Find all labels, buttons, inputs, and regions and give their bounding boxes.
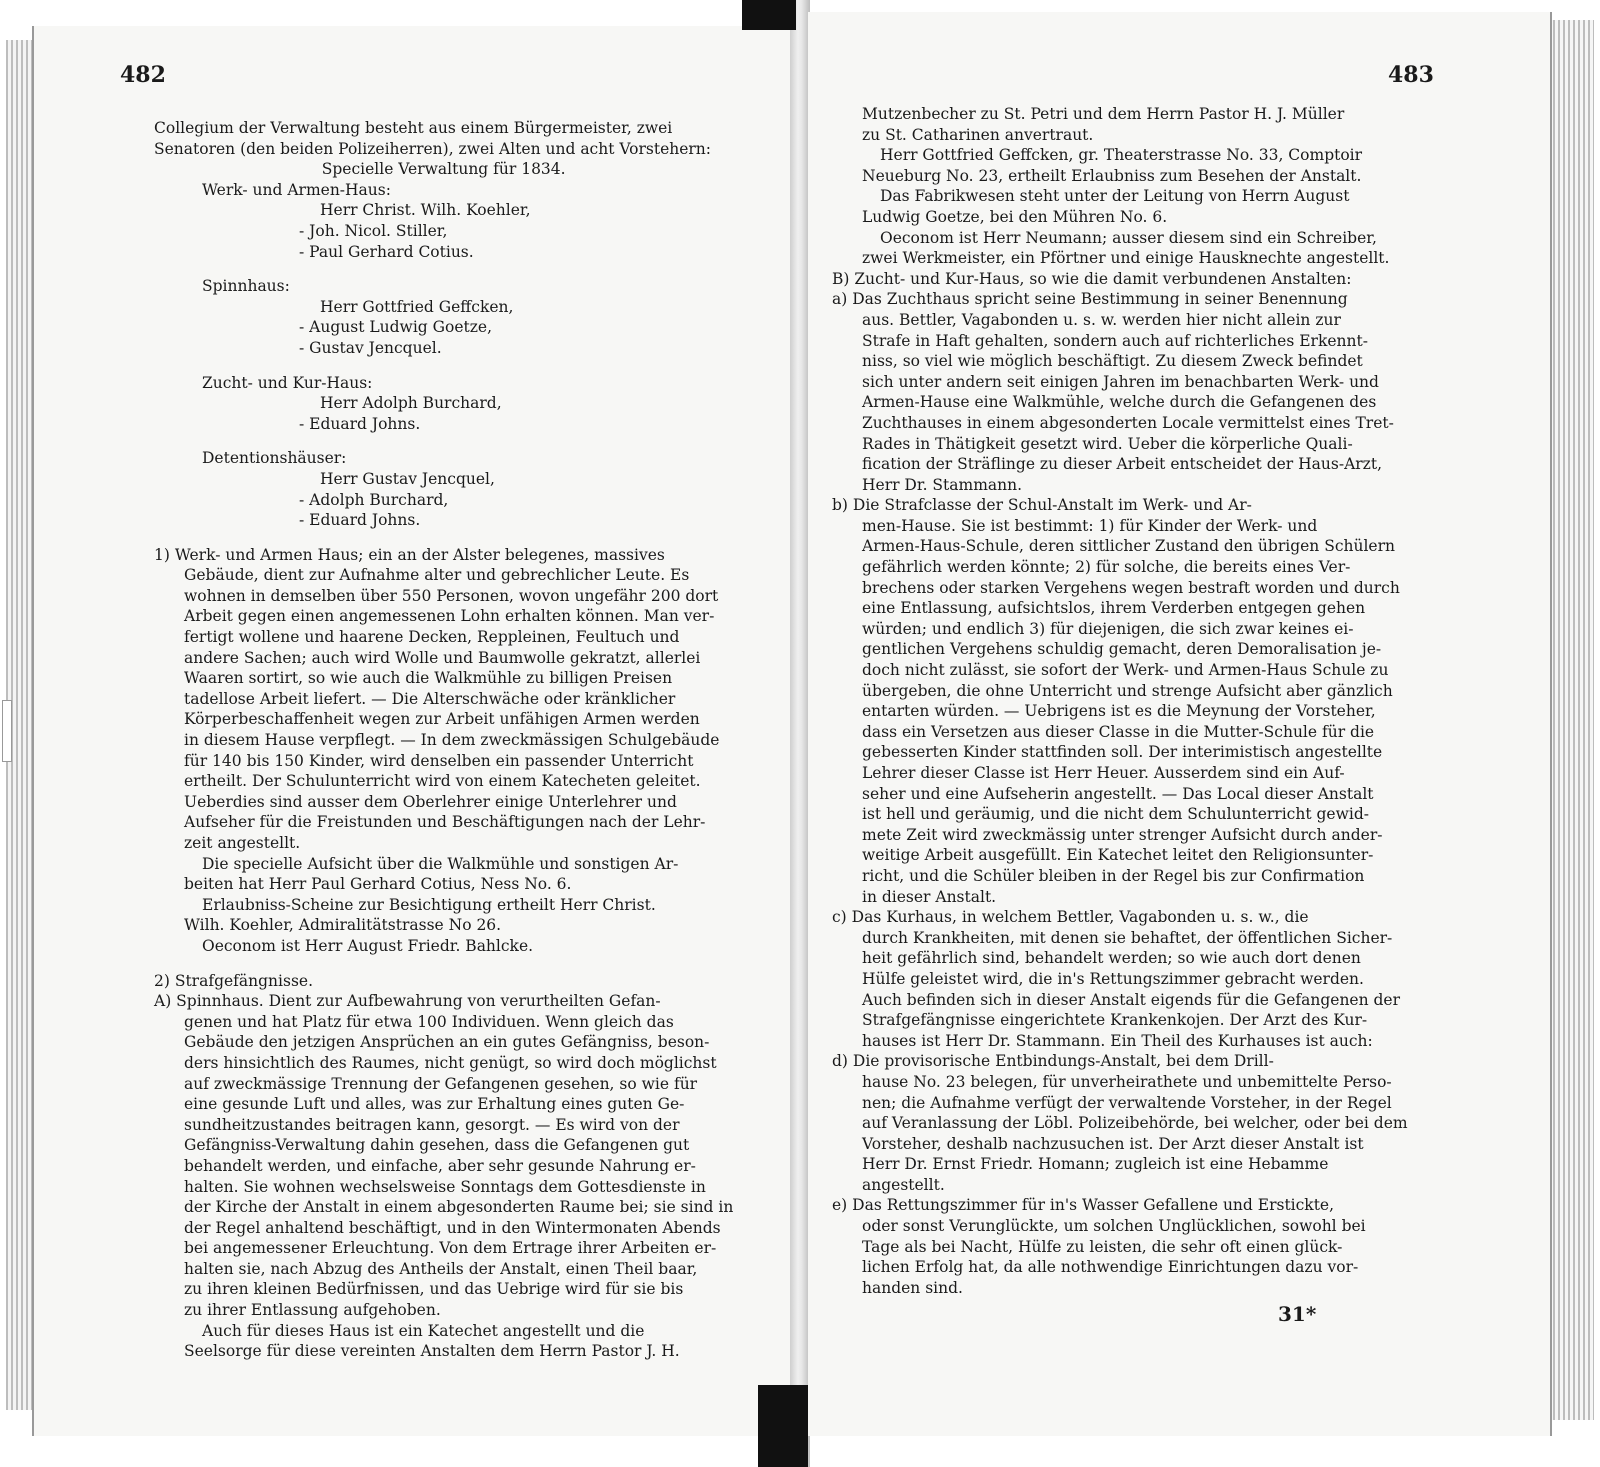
text-line: Vorsteher, deshalb nachzusuchen ist. Der Arzt dieser Anstalt ist <box>862 1134 1364 1153</box>
text-line: richt, und die Schüler bleiben in der Regel bis zur Confirmation <box>862 866 1365 885</box>
text-line: nen; die Aufnahme verfügt der verwaltende Vorsteher, in der Regel <box>862 1093 1392 1112</box>
text-line: zwei Werkmeister, ein Pförtner und einige Hausknechte angestellt. <box>862 249 1390 268</box>
text-line: durch Krankheiten, mit denen sie behaftet, der öffentlichen Sicher- <box>862 928 1393 947</box>
text-line: Armen-Hause eine Walkmühle, welche durch die Gefangenen des <box>862 393 1377 412</box>
text-line: - Paul Gerhard Cotius. <box>299 242 474 261</box>
right-page-text <box>832 104 1408 1298</box>
text-line: mete Zeit wird zweckmässig unter strenger Aufsicht durch ander- <box>862 825 1383 844</box>
text-line: entarten würden. — Uebrigens ist es die Meynung der Vorsteher, <box>862 702 1376 721</box>
text-line: halten sie, nach Abzug des Antheils der Anstalt, einen Theil baar, <box>184 1259 698 1278</box>
text-line: dass ein Versetzen aus dieser Classe in die Mutter-Schule für die <box>862 722 1375 741</box>
text-line: gefährlich werden könnte; 2) für solche, die bereits eines Ver- <box>862 558 1351 577</box>
text-line: Herr Gustav Jencquel, <box>320 469 495 488</box>
text-line: Auch für dieses Haus ist ein Katechet angestellt und die <box>202 1321 645 1340</box>
text-line: eine Entlassung, aufsichtslos, ihrem Verderben entgegen gehen <box>862 599 1366 618</box>
left-page <box>34 26 792 1436</box>
text-line: zu ihren kleinen Bedürfnissen, und das Uebrige wird für sie bis <box>184 1280 684 1299</box>
text-line: Arbeit gegen einen angemessenen Lohn erhalten können. Man ver- <box>184 607 715 626</box>
text-line <box>154 359 733 373</box>
text-line: für 140 bis 150 Kinder, wird denselben ein passender Unterricht <box>184 751 694 770</box>
text-line: Herr Christ. Wilh. Koehler, <box>320 201 531 220</box>
text-line: Hülfe geleistet wird, die in's Rettungszimmer gebracht werden. <box>862 969 1364 988</box>
text-line: Auch befinden sich in dieser Anstalt eigends für die Gefangenen der <box>862 990 1401 1009</box>
text-line: Zucht- und Kur-Haus: <box>202 373 373 392</box>
text-line: Herr Gottfried Geffcken, gr. Theaterstrasse No. 33, Comptoir <box>880 146 1363 165</box>
text-line: Aufseher für die Freistunden und Beschäftigungen nach der Lehr- <box>184 813 706 832</box>
text-line: Rades in Thätigkeit gesetzt wird. Ueber die körperliche Quali- <box>862 434 1353 453</box>
text-line: andere Sachen; auch wird Wolle und Baumwolle gekratzt, allerlei <box>184 648 701 667</box>
text-line: Gefängniss-Verwaltung dahin gesehen, dass die Gefangenen gut <box>184 1136 690 1155</box>
text-line: Senatoren (den beiden Polizeiherren), zwei Alten und acht Vorstehern: <box>154 139 712 158</box>
text-line: handen sind. <box>862 1278 963 1297</box>
text-line: zu ihrer Entlassung aufgehoben. <box>184 1301 441 1320</box>
text-line: Wilh. Koehler, Admiralitätstrasse No 26. <box>184 916 502 935</box>
text-line: ist hell und geräumig, und die nicht dem Schulunterricht gewid- <box>862 805 1369 824</box>
text-line: übergeben, die ohne Unterricht und strenge Aufsicht aber gänzlich <box>862 681 1393 700</box>
text-line <box>154 434 733 448</box>
text-line: niss, so viel wie möglich beschäftigt. Zu diesem Zweck befindet <box>862 352 1363 371</box>
text-line: weitige Arbeit ausgefüllt. Ein Katechet leitet den Religionsunter- <box>862 846 1374 865</box>
page-edges-right <box>1548 20 1594 1420</box>
left-page-text <box>154 118 733 1362</box>
text-line: A) Spinnhaus. Dient zur Aufbewahrung von verurtheilten Gefan- <box>154 992 661 1011</box>
page-number-right: 483 <box>1388 62 1434 88</box>
text-line: Werk- und Armen-Haus: <box>202 180 391 199</box>
text-line: - Eduard Johns. <box>299 414 421 433</box>
text-line: d) Die provisorische Entbindungs-Anstalt, bei dem Drill- <box>832 1052 1274 1071</box>
text-line: in diesem Hause verpflegt. — In dem zweckmässigen Schulgebäude <box>184 731 720 750</box>
text-line: ders hinsichtlich des Raumes, nicht genügt, so wird doch möglichst <box>184 1053 717 1072</box>
text-line: lichen Erfolg hat, da alle nothwendige Einrichtungen dazu vor- <box>862 1258 1359 1277</box>
text-line <box>154 262 733 276</box>
text-line: Strafgefängnisse eingerichtete Krankenkojen. Der Arzt des Kur- <box>862 1011 1368 1030</box>
text-line: oder sonst Verunglückte, um solchen Unglücklichen, sowohl bei <box>862 1217 1366 1236</box>
text-line: a) Das Zuchthaus spricht seine Bestimmung in seiner Benennung <box>832 290 1348 309</box>
book-gutter <box>790 0 810 1467</box>
text-line: Spinnhaus: <box>202 277 290 296</box>
text-line: Zuchthauses in einem abgesonderten Locale vermittelst eines Tret- <box>862 413 1394 432</box>
text-line: e) Das Rettungszimmer für in's Wasser Gefallene und Erstickte, <box>832 1196 1335 1215</box>
text-line: - Eduard Johns. <box>299 511 421 530</box>
text-line: Ludwig Goetze, bei den Mühren No. 6. <box>862 207 1168 226</box>
text-line: behandelt werden, und einfache, aber sehr gesunde Nahrung er- <box>184 1156 696 1175</box>
text-line: beiten hat Herr Paul Gerhard Cotius, Ness No. 6. <box>184 875 572 894</box>
text-line: Herr Adolph Burchard, <box>320 394 502 413</box>
text-line: Erlaubniss-Scheine zur Besichtigung ertheilt Herr Christ. <box>202 895 656 914</box>
text-line: seher und eine Aufseherin angestellt. — Das Local dieser Anstalt <box>862 784 1374 803</box>
text-line: Die specielle Aufsicht über die Walkmühle und sonstigen Ar- <box>202 854 679 873</box>
text-line: Körperbeschaffenheit wegen zur Arbeit unfähigen Armen werden <box>184 710 700 729</box>
text-line: - Joh. Nicol. Stiller, <box>299 221 448 240</box>
text-line: Waaren sortirt, so wie auch die Walkmühle zu billigen Preisen <box>184 669 673 688</box>
text-line: Das Fabrikwesen steht unter der Leitung von Herrn August <box>880 187 1350 206</box>
text-line: fertigt wollene und haarene Decken, Reppleinen, Feultuch und <box>184 628 680 647</box>
page-number-left: 482 <box>120 62 166 88</box>
text-line: hause No. 23 belegen, für unverheirathete und unbemittelte Perso- <box>862 1072 1392 1091</box>
text-line: men-Hause. Sie ist bestimmt: 1) für Kinder der Werk- und <box>862 516 1318 535</box>
text-line: Ueberdies sind ausser dem Oberlehrer einige Unterlehrer und <box>184 792 677 811</box>
text-line: genen und hat Platz für etwa 100 Individuen. Wenn gleich das <box>184 1012 674 1031</box>
text-line: der Regel anhaltend beschäftigt, und in den Wintermonaten Abends <box>184 1218 721 1237</box>
binding-tab-bottom <box>758 1385 808 1467</box>
text-line <box>154 957 733 971</box>
text-line: würden; und endlich 3) für diejenigen, die sich zwar keines ei- <box>862 619 1354 638</box>
text-line: brechens oder starken Vergehens wegen bestraft worden und durch <box>862 578 1400 597</box>
text-line: Gebäude den jetzigen Ansprüchen an ein gutes Gefängniss, beson- <box>184 1033 710 1052</box>
text-line: 1) Werk- und Armen Haus; ein an der Alster belegenes, massives <box>154 545 665 564</box>
text-line: ertheilt. Der Schulunterricht wird von einem Katecheten geleitet. <box>184 772 701 791</box>
text-line: bei angemessener Erleuchtung. Von dem Ertrage ihrer Arbeiten er- <box>184 1239 717 1258</box>
text-line: Seelsorge für diese vereinten Anstalten dem Herrn Pastor J. H. <box>184 1342 680 1361</box>
text-line: Strafe in Haft gehalten, sondern auch auf richterliches Erkennt- <box>862 331 1368 350</box>
text-line: wohnen in demselben über 550 Personen, wovon ungefähr 200 dort <box>184 586 719 605</box>
text-line: auf Veranlassung der Löbl. Polizeibehörde, bei welcher, oder bei dem <box>862 1114 1408 1133</box>
text-line: heit gefährlich sind, behandelt werden; so wie auch dort denen <box>862 949 1361 968</box>
text-line: hauses ist Herr Dr. Stammann. Ein Theil des Kurhauses ist auch: <box>862 1031 1373 1050</box>
text-line: - August Ludwig Goetze, <box>299 318 493 337</box>
text-line: Oeconom ist Herr August Friedr. Bahlcke. <box>202 936 534 955</box>
text-line: Oeconom ist Herr Neumann; ausser diesem sind ein Schreiber, <box>880 228 1377 247</box>
text-line: auf zweckmässige Trennung der Gefangenen gesehen, so wie für <box>184 1074 698 1093</box>
text-line: - Adolph Burchard, <box>299 490 449 509</box>
text-line: zeit angestellt. <box>184 834 301 852</box>
binding-tab-top <box>742 0 796 30</box>
text-line: gebesserten Kinder stattfinden soll. Der interimistisch angestellte <box>862 743 1383 762</box>
text-line: Herr Gottfried Geffcken, <box>320 297 514 316</box>
text-line: Tage als bei Nacht, Hülfe zu leisten, die sehr oft einen glück- <box>862 1237 1343 1256</box>
margin-mark <box>2 700 12 762</box>
signature-mark: 31* <box>1278 1302 1317 1326</box>
text-line: fication der Sträflinge zu dieser Arbeit entscheidet der Haus-Arzt, <box>862 455 1382 474</box>
text-line: B) Zucht- und Kur-Haus, so wie die damit verbundenen Anstalten: <box>832 269 1352 288</box>
text-line: Specielle Verwaltung für 1834. <box>321 160 566 179</box>
text-line: Mutzenbecher zu St. Petri und dem Herrn Pastor H. J. Müller <box>862 105 1345 123</box>
text-line: eine gesunde Luft und alles, was zur Erhaltung eines guten Ge- <box>184 1095 685 1114</box>
text-line: aus. Bettler, Vagabonden u. s. w. werden hier nicht allein zur <box>862 310 1341 329</box>
text-line: gentlichen Vergehens schuldig gemacht, deren Demoralisation je- <box>862 640 1382 659</box>
text-line: der Kirche der Anstalt in einem abgesonderten Raume bei; sie sind in <box>184 1198 734 1217</box>
text-line: sich unter andern seit einigen Jahren im benachbarten Werk- und <box>862 372 1379 391</box>
text-line: Armen-Haus-Schule, deren sittlicher Zustand den übrigen Schülern <box>862 537 1395 556</box>
text-line: Herr Dr. Ernst Friedr. Homann; zugleich ist eine Hebamme <box>862 1155 1329 1174</box>
text-line: halten. Sie wohnen wechselsweise Sonntags dem Gottesdienste in <box>184 1177 706 1196</box>
text-line: 2) Strafgefängnisse. <box>154 971 313 990</box>
right-page <box>808 12 1550 1436</box>
text-line: Gebäude, dient zur Aufnahme alter und gebrechlicher Leute. Es <box>184 566 690 585</box>
text-line: zu St. Catharinen anvertraut. <box>862 125 1094 144</box>
text-line: tadellose Arbeit liefert. — Die Alterschwäche oder kränklicher <box>184 689 676 708</box>
text-line: sundheitzustandes beitragen kann, gesorgt. — Es wird von der <box>184 1115 680 1134</box>
text-line: b) Die Strafclasse der Schul-Anstalt im Werk- und Ar- <box>832 496 1252 515</box>
text-line: c) Das Kurhaus, in welchem Bettler, Vagabonden u. s. w., die <box>832 908 1309 927</box>
text-line: angestellt. <box>862 1175 945 1194</box>
text-line: Neueburg No. 23, ertheilt Erlaubniss zum Besehen der Anstalt. <box>862 166 1362 185</box>
text-line: doch nicht zulässt, sie sofort der Werk- und Armen-Haus Schule zu <box>862 661 1389 680</box>
text-line: in dieser Anstalt. <box>862 887 997 906</box>
text-line: - Gustav Jencquel. <box>299 338 442 357</box>
text-line: Detentionshäuser: <box>202 449 347 468</box>
text-line: Herr Dr. Stammann. <box>862 475 1023 494</box>
text-line: Collegium der Verwaltung besteht aus einem Bürgermeister, zwei <box>154 119 673 137</box>
text-line <box>154 531 733 545</box>
text-line: Lehrer dieser Classe ist Herr Heuer. Ausserdem sind ein Auf- <box>862 764 1345 782</box>
